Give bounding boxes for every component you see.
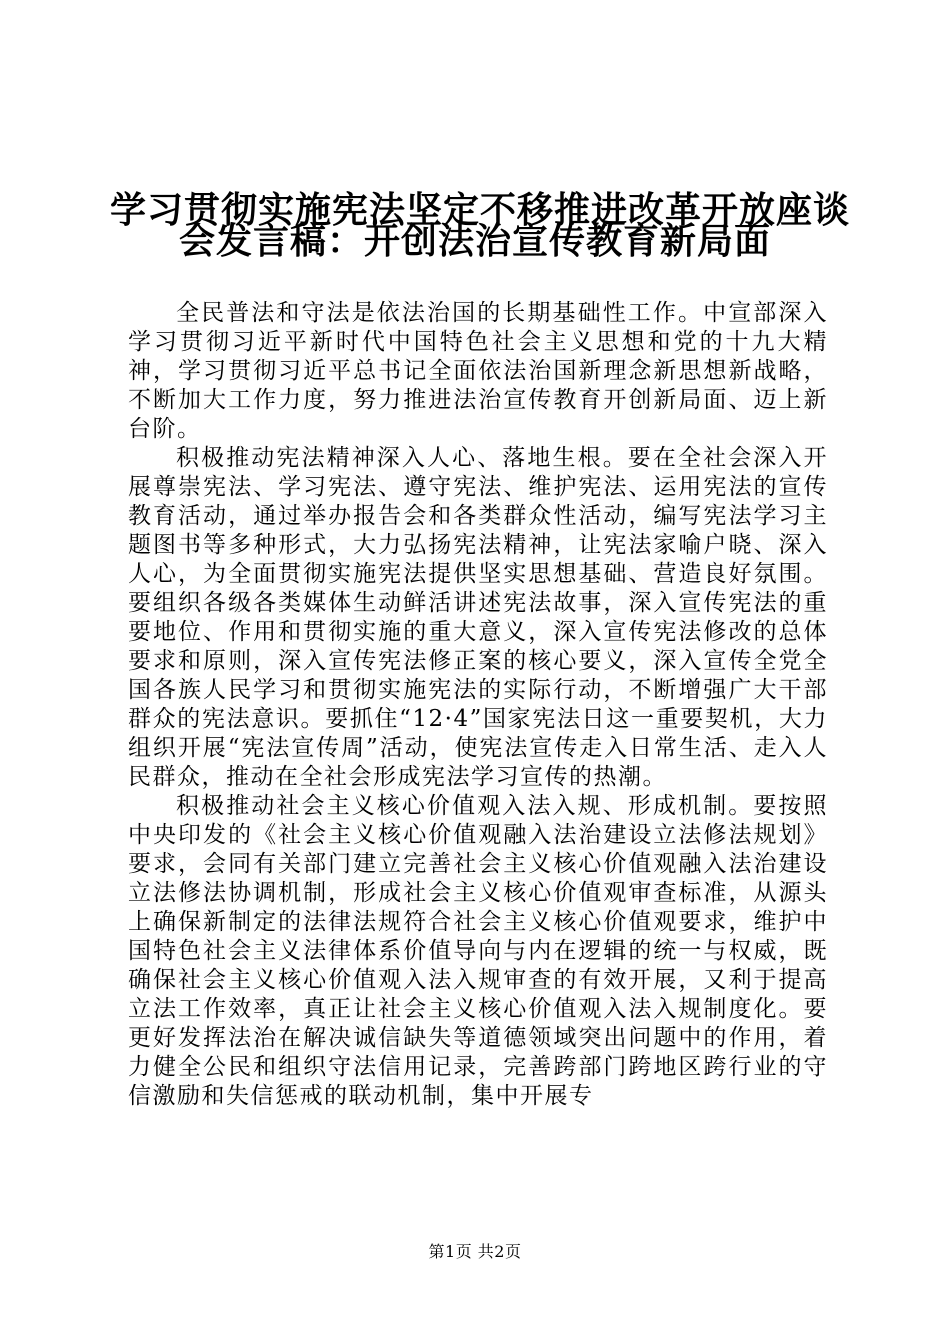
document-title-line-2: 会发言稿：开创法治宣传教育新局面 [178,220,771,262]
body-paragraph: 积极推动社会主义核心价值观入法入规、形成机制。要按照中央印发的《社会主义核心价值观融入法治建设立法修法规划》要求，会同有关部门建立完善社会主义核心价值观融入法治建设立法修法协调机制，形成社会主义核心价值观审查标准，从源头上确保新制定的法律法规符合社会主义核心价值观要求，维护中国特色社会主义法律体系价值导向与内在逻辑的统一与权威，既确保社会主义核心价值观入法入规审查的有效开展，又利于提高立法工作效率，真正让社会主义核心价值观入法入规制度化。要更好发挥法治在解决诚信缺失等道德领域突出问题中的作用，着力健全公民和组织守法信用记录，完善跨部门跨地区跨行业的守信激励和失信惩戒的联动机制，集中开展专 [128,793,828,1109]
document-title-line-1: 学习贯彻实施宪法坚定不移推进改革开放座谈 [110,189,851,231]
page-footer: 第1页 共2页 [428,1242,522,1261]
body-paragraph: 积极推动宪法精神深入人心、落地生根。要在全社会深入开展尊崇宪法、学习宪法、遵守宪法、维护宪法、运用宪法的宣传教育活动，通过举办报告会和各类群众性活动，编写宪法学习主题图书等多种形式，大力弘扬宪法精神，让宪法家喻户晓、深入人心，为全面贯彻实施宪法提供坚实思想基础、营造良好氛围。要组织各级各类媒体生动鲜活讲述宪法故事，深入宣传宪法的重要地位、作用和贯彻实施的重大意义，深入宣传宪法修改的总体要求和原则，深入宣传宪法修正案的核心要义，深入宣传全党全国各族人民学习和贯彻实施宪法的实际行动，不断增强广大干部群众的宪法意识。要抓住“12·4”国家宪法日这一重要契机，大力组织开展“宪法宣传周”活动，使宪法宣传走入日常生活、走入人民群众，推动在全社会形成宪法学习宣传的热潮。 [128,445,828,790]
body-paragraph: 全民普法和守法是依法治国的长期基础性工作。中宣部深入学习贯彻习近平新时代中国特色社会主义思想和党的十九大精神，学习贯彻习近平总书记全面依法治国新理念新思想新战略，不断加大工作力度，努力推进法治宣传教育开创新局面、迈上新台阶。 [128,300,828,442]
document-body [128,299,828,1111]
